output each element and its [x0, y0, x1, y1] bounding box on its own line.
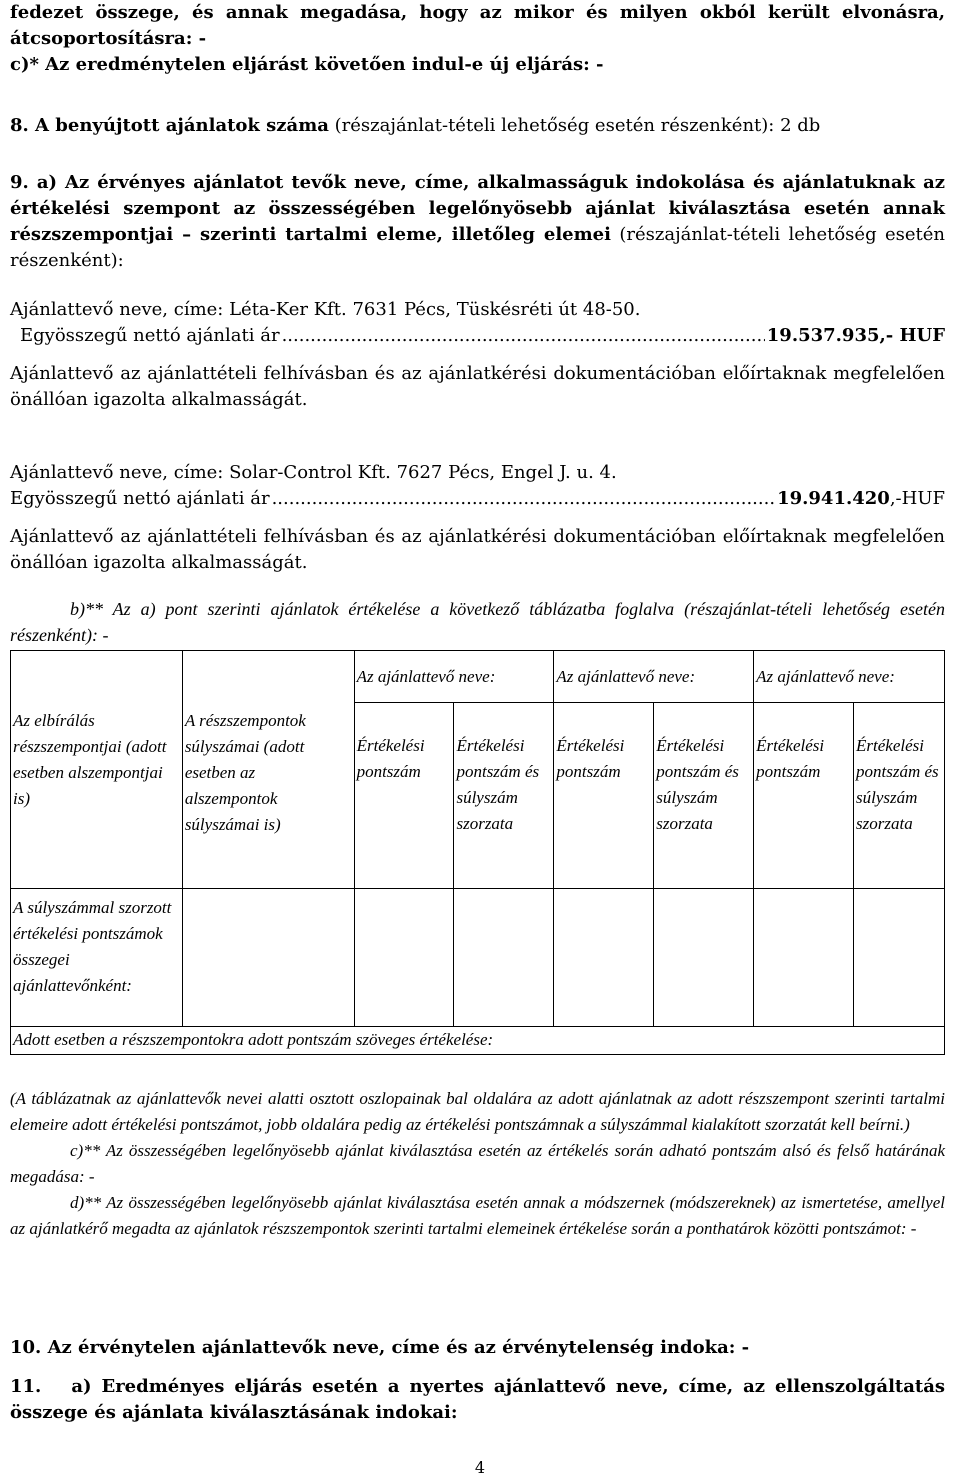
score-header-2: Értékelési pontszám: [554, 703, 654, 889]
evaluation-table: [10, 650, 945, 1055]
criteria-col-header: Az elbírálás részszempontjai (adott esetben alszempontjai is): [11, 703, 183, 889]
bidder-2-price: 19.941.420: [777, 488, 890, 509]
bidder-1-price-suffix: ,- HUF: [879, 325, 945, 346]
bidder-1-price-line: [10, 323, 945, 349]
bidder-1-price-label: Egyösszegű nettó ajánlati ár: [20, 325, 280, 346]
notes-block: [10, 1086, 945, 1242]
section-8: [10, 113, 820, 139]
section-9d: d)** Az összességében legelőnyösebb ajánlat kiválasztása esetén annak a módszernek (módszereknek) az ismertetése, amellyel az ajánlatkérő megadta az ajánlatok részszempontok szerinti tartalmi elemeinek értékelése során a ponthatárok közötti pontszámot: -: [10, 1193, 945, 1238]
page-number: 4: [474, 1458, 486, 1477]
bidder-1-price: 19.537.935: [766, 325, 880, 346]
text-eval-label: Adott esetben a részszempontokra adott pontszám szöveges értékelése:: [11, 1027, 945, 1055]
bidder-header-1: Az ajánlattevő neve:: [354, 651, 554, 703]
empty-cell: [354, 889, 454, 1027]
section-9a-title: 9. a) Az érvényes ajánlatot tevők neve, címe, alkalmasságuk indokolása és ajánlatuknak az értékelési szempont az összességében legelőnyösebb ajánlat kiválasztása esetén annak részszempontjai – szerinti tartalmi eleme, illetőleg elemei: [10, 172, 945, 245]
bidder-1-name: Ajánlattevő neve, címe: Léta-Ker Kft. 7631 Pécs, Tüskésréti út 48-50.: [10, 299, 641, 320]
section-8-title: 8. A benyújtott ajánlatok száma: [10, 115, 329, 136]
section-9a-rest: (részajánlat-tételi lehetőség esetén részenként):: [10, 224, 945, 271]
dot-leader: [272, 486, 776, 512]
weights-col-header: A részszempontok súlyszámai (adott esetben az alszempontok súlyszámai is): [182, 703, 354, 889]
score-header-1: Értékelési pontszám: [354, 703, 454, 889]
section-11-number: 11.: [10, 1376, 42, 1397]
section-9a: [10, 170, 945, 274]
section-8-rest: (részajánlat-tételi lehetőség esetén részenként): 2 db: [328, 115, 821, 136]
weighted-header-1: Értékelési pontszám és súlyszám szorzata: [454, 703, 554, 889]
bidder-2-name: Ajánlattevő neve, címe: Solar-Control Kft. 7627 Pécs, Engel J. u. 4.: [10, 462, 617, 483]
bidder-header-2: Az ajánlattevő neve:: [554, 651, 754, 703]
section-9b: b)** Az a) pont szerinti ajánlatok értékelése a következő táblázatba foglalva (részajánlat-tételi lehetőség esetén részenként): -: [10, 599, 945, 645]
section-10: 10. Az érvénytelen ajánlattevők neve, címe és az érvénytelenség indoka: -: [10, 1337, 750, 1358]
bidder-header-3: Az ajánlattevő neve:: [754, 651, 945, 703]
table-header-row: [11, 651, 945, 703]
table-note: (A táblázatnak az ajánlattevők nevei alatti osztott oszlopainak bal oldalára az adott ajánlatnak az adott részszempont szerinti tartalmi elemeire adott értékelési pontszámot, jobb oldalára pedig az értékelési pontszámnak a súlyszámmal kialakított szorzatát kell beírni.): [10, 1089, 945, 1134]
weighted-header-3: Értékelési pontszám és súlyszám szorzata: [854, 703, 945, 889]
table-criteria-row: [11, 703, 945, 889]
score-header-3: Értékelési pontszám: [754, 703, 854, 889]
empty-cell: [182, 889, 354, 1027]
section-11: [10, 1374, 945, 1426]
bidder-2-price-line: [10, 486, 945, 512]
weighted-header-2: Értékelési pontszám és súlyszám szorzata: [654, 703, 754, 889]
section-9c: c)** Az összességében legelőnyösebb ajánlat kiválasztása esetén az értékelés során adható pontszám alsó és felső határának megadása: -: [10, 1141, 945, 1186]
section-11-text: a) Eredményes eljárás esetén a nyertes ajánlattevő neve, címe, az ellenszolgáltatás összege és ajánlata kiválasztásának indokai:: [10, 1376, 945, 1423]
bidder-2-price-label: Egyösszegű nettó ajánlati ár: [10, 488, 270, 509]
bidder-1: [10, 297, 945, 413]
empty-cell: [754, 889, 854, 1027]
empty-cell: [182, 651, 354, 703]
top-line-2: c)* Az eredménytelen eljárást követően indul-e új eljárás: -: [10, 54, 604, 75]
bidder-1-suitability: Ajánlattevő az ajánlattételi felhívásban és az ajánlatkérési dokumentációban előírtaknak megfelelően önállóan igazolta alkalmasságát.: [10, 363, 945, 410]
sum-row-label: A súlyszámmal szorzott értékelési pontszámok összegei ajánlattevőnként:: [11, 889, 183, 1027]
dot-leader: [282, 323, 765, 349]
table-text-row: [11, 1027, 945, 1055]
empty-cell: [554, 889, 654, 1027]
empty-cell: [854, 889, 945, 1027]
top-line-1: fedezet összege, és annak megadása, hogy az mikor és milyen okból került elvonásra, átcsoportosításra: -: [10, 2, 945, 49]
table-sum-row: [11, 889, 945, 1027]
empty-cell: [454, 889, 554, 1027]
bidder-2-suitability: Ajánlattevő az ajánlattételi felhívásban és az ajánlatkérési dokumentációban előírtaknak megfelelően önállóan igazolta alkalmasságát.: [10, 526, 945, 573]
bidder-2-price-suffix: ,-HUF: [889, 488, 945, 509]
empty-cell: [11, 651, 183, 703]
empty-cell: [654, 889, 754, 1027]
bidder-2: [10, 460, 945, 576]
